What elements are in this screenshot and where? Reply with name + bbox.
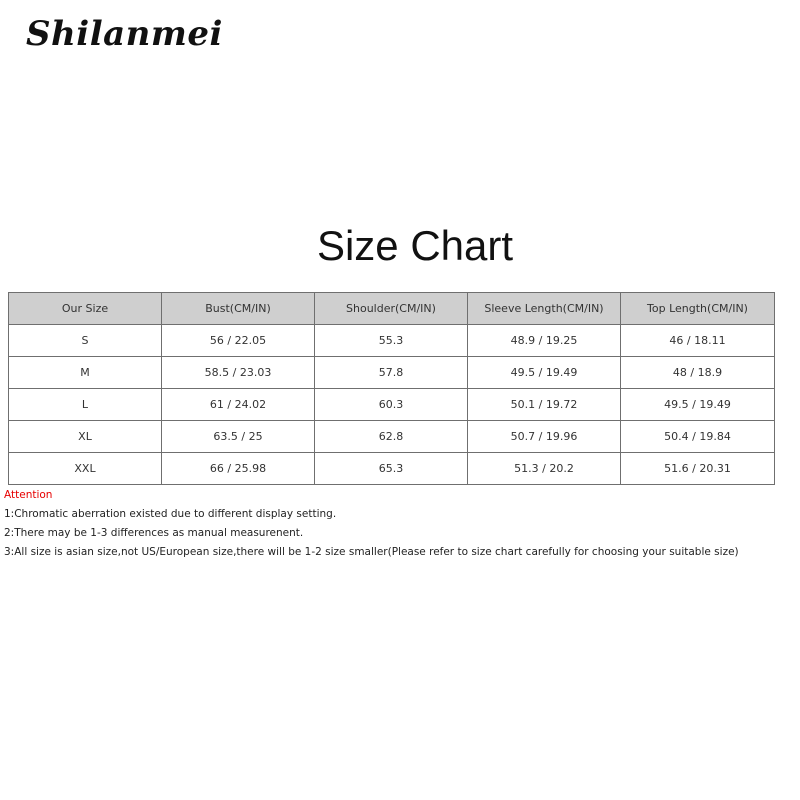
- cell-top-length: 49.5 / 19.49: [621, 389, 775, 421]
- cell-bust: 56 / 22.05: [162, 325, 315, 357]
- note-item: 2:There may be 1-3 differences as manual measurenent.: [4, 527, 304, 539]
- cell-sleeve-length: 51.3 / 20.2: [468, 453, 621, 485]
- cell-top-length: 51.6 / 20.31: [621, 453, 775, 485]
- attention-label: Attention: [4, 489, 53, 501]
- header-top-length: Top Length(CM/IN): [621, 293, 775, 325]
- cell-top-length: 50.4 / 19.84: [621, 421, 775, 453]
- page-title: Size Chart: [316, 222, 514, 269]
- cell-sleeve-length: 48.9 / 19.25: [468, 325, 621, 357]
- cell-top-length: 48 / 18.9: [621, 357, 775, 389]
- cell-size: L: [9, 389, 162, 421]
- size-table: [8, 292, 775, 485]
- cell-sleeve-length: 50.7 / 19.96: [468, 421, 621, 453]
- cell-shoulder: 60.3: [315, 389, 468, 421]
- cell-size: M: [9, 357, 162, 389]
- cell-shoulder: 65.3: [315, 453, 468, 485]
- cell-bust: 58.5 / 23.03: [162, 357, 315, 389]
- header-our-size: Our Size: [9, 293, 162, 325]
- cell-size: XL: [9, 421, 162, 453]
- table-row: [9, 357, 775, 389]
- cell-sleeve-length: 49.5 / 19.49: [468, 357, 621, 389]
- cell-bust: 61 / 24.02: [162, 389, 315, 421]
- table-row: [9, 325, 775, 357]
- note-item: 1:Chromatic aberration existed due to different display setting.: [4, 508, 337, 520]
- header-shoulder: Shoulder(CM/IN): [315, 293, 468, 325]
- table-row: [9, 421, 775, 453]
- brand-logo: Shilanmei: [26, 14, 223, 54]
- table-header-row: [9, 293, 775, 325]
- cell-shoulder: 62.8: [315, 421, 468, 453]
- cell-sleeve-length: 50.1 / 19.72: [468, 389, 621, 421]
- table-row: [9, 389, 775, 421]
- notes-section: [4, 489, 739, 565]
- cell-shoulder: 55.3: [315, 325, 468, 357]
- cell-top-length: 46 / 18.11: [621, 325, 775, 357]
- header-bust: Bust(CM/IN): [162, 293, 315, 325]
- cell-size: S: [9, 325, 162, 357]
- cell-bust: 66 / 25.98: [162, 453, 315, 485]
- cell-bust: 63.5 / 25: [162, 421, 315, 453]
- table-row: [9, 453, 775, 485]
- cell-shoulder: 57.8: [315, 357, 468, 389]
- note-item: 3:All size is asian size,not US/European size,there will be 1-2 size smaller(Please refer to size chart carefully for choosing your suitable size): [4, 546, 739, 558]
- header-sleeve-length: Sleeve Length(CM/IN): [468, 293, 621, 325]
- cell-size: XXL: [9, 453, 162, 485]
